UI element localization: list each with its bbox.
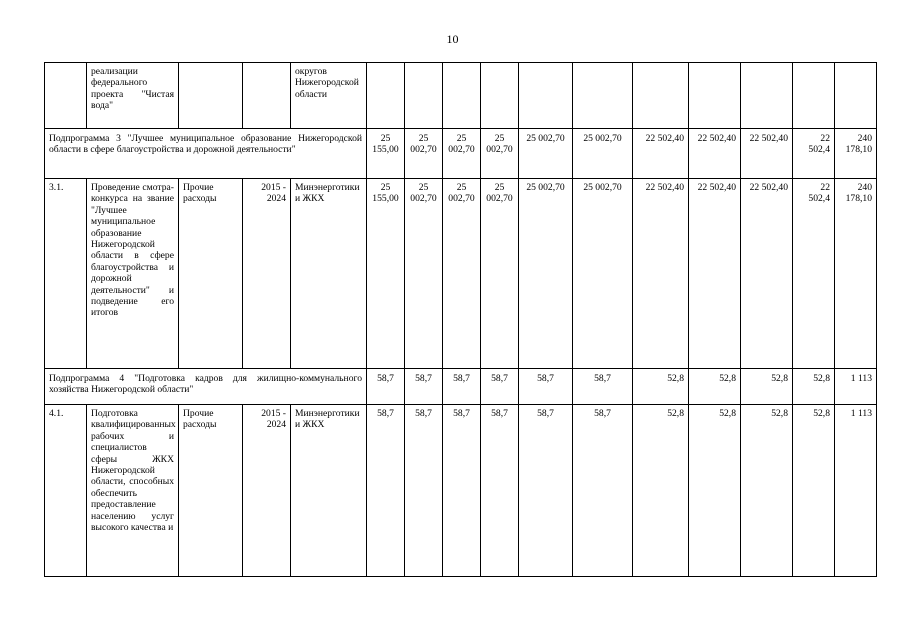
value-cell: 25 002,70: [481, 129, 519, 179]
table-row-subprogram-3: [45, 129, 877, 179]
cell-type: Прочие расходы: [179, 405, 243, 577]
value-cell: 58,7: [519, 405, 573, 577]
value-cell: 25 002,70: [519, 129, 573, 179]
value-cell: 25 002,70: [405, 129, 443, 179]
value-cell: 22 502,4: [793, 129, 835, 179]
cell-num: 4.1.: [45, 405, 87, 577]
value-cell: 58,7: [443, 369, 481, 405]
value-cell: 52,8: [793, 405, 835, 577]
table-row-subprogram-4: [45, 369, 877, 405]
value-cell: 25 002,70: [573, 129, 633, 179]
value-cell: 58,7: [405, 369, 443, 405]
cell-period: 2015 - 2024: [243, 179, 291, 369]
value-cell: 52,8: [633, 405, 689, 577]
value-cell: 22 502,40: [633, 129, 689, 179]
value-cell: 25 002,70: [443, 179, 481, 369]
value-cell: 58,7: [405, 405, 443, 577]
value-cell: 25 155,00: [367, 179, 405, 369]
value-cell: 22 502,40: [689, 179, 741, 369]
value-cell: 25 002,70: [405, 179, 443, 369]
cell-executor: Минэнерготики и ЖКХ: [291, 405, 367, 577]
value-cell: 52,8: [741, 405, 793, 577]
value-cell: 52,8: [633, 369, 689, 405]
cell-period: 2015 - 2024: [243, 405, 291, 577]
cell-name: реализации федерального проекта "Чистая вода": [87, 63, 179, 129]
value-cell: 240 178,10: [835, 129, 877, 179]
subprogram-title: Подпрограмма 4 "Подготовка кадров для жилищно-коммунального хозяйства Нижегородской области": [45, 369, 367, 405]
table-row-4-1: [45, 405, 877, 577]
value-cell: 22 502,40: [689, 129, 741, 179]
page-number: 10: [446, 32, 459, 46]
budget-table: [44, 62, 877, 577]
value-cell: 25 002,70: [443, 129, 481, 179]
value-cell: 1 113: [835, 369, 877, 405]
cell-name: Подготовка квалифицированных рабочих и специалистов сферы ЖКХ Нижегородской области, способных обеспечить предоставление населению услуг высокого качества и: [87, 405, 179, 577]
value-cell: 22 502,40: [741, 179, 793, 369]
value-cell: 22 502,40: [741, 129, 793, 179]
table-row-continued: [45, 63, 877, 129]
value-cell: 22 502,40: [633, 179, 689, 369]
value-cell: 52,8: [741, 369, 793, 405]
cell-type: [179, 63, 243, 129]
value-cell: 58,7: [481, 369, 519, 405]
cell-executor: Минэнерготики и ЖКХ: [291, 179, 367, 369]
value-cell: 58,7: [573, 405, 633, 577]
value-cell: 58,7: [367, 369, 405, 405]
value-cell: 25 002,70: [481, 179, 519, 369]
value-cell: 58,7: [573, 369, 633, 405]
value-cell: 1 113: [835, 405, 877, 577]
cell-name: Проведение смотра-конкурса на звание "Лучшее муниципальное образование Нижегородской области в сфере благоустройства и дорожной деятельности" и подведение его итогов: [87, 179, 179, 369]
table-row-3-1: [45, 179, 877, 369]
value-cell: 25 002,70: [573, 179, 633, 369]
cell-num: [45, 63, 87, 129]
value-cell: 52,8: [689, 369, 741, 405]
cell-type: Прочие расходы: [179, 179, 243, 369]
value-cell: 52,8: [793, 369, 835, 405]
value-cell: 58,7: [519, 369, 573, 405]
cell-num: 3.1.: [45, 179, 87, 369]
value-cell: 58,7: [443, 405, 481, 577]
cell-executor: округов Нижегородской области: [291, 63, 367, 129]
value-cell: 25 155,00: [367, 129, 405, 179]
value-cell: 25 002,70: [519, 179, 573, 369]
cell-period: [243, 63, 291, 129]
value-cell: 58,7: [481, 405, 519, 577]
value-cell: 58,7: [367, 405, 405, 577]
value-cell: 240 178,10: [835, 179, 877, 369]
value-cell: 22 502,4: [793, 179, 835, 369]
subprogram-title: Подпрограмма 3 "Лучшее муниципальное образование Нижегородской области в сфере благоустройства и дорожной деятельности": [45, 129, 367, 179]
value-cell: 52,8: [689, 405, 741, 577]
